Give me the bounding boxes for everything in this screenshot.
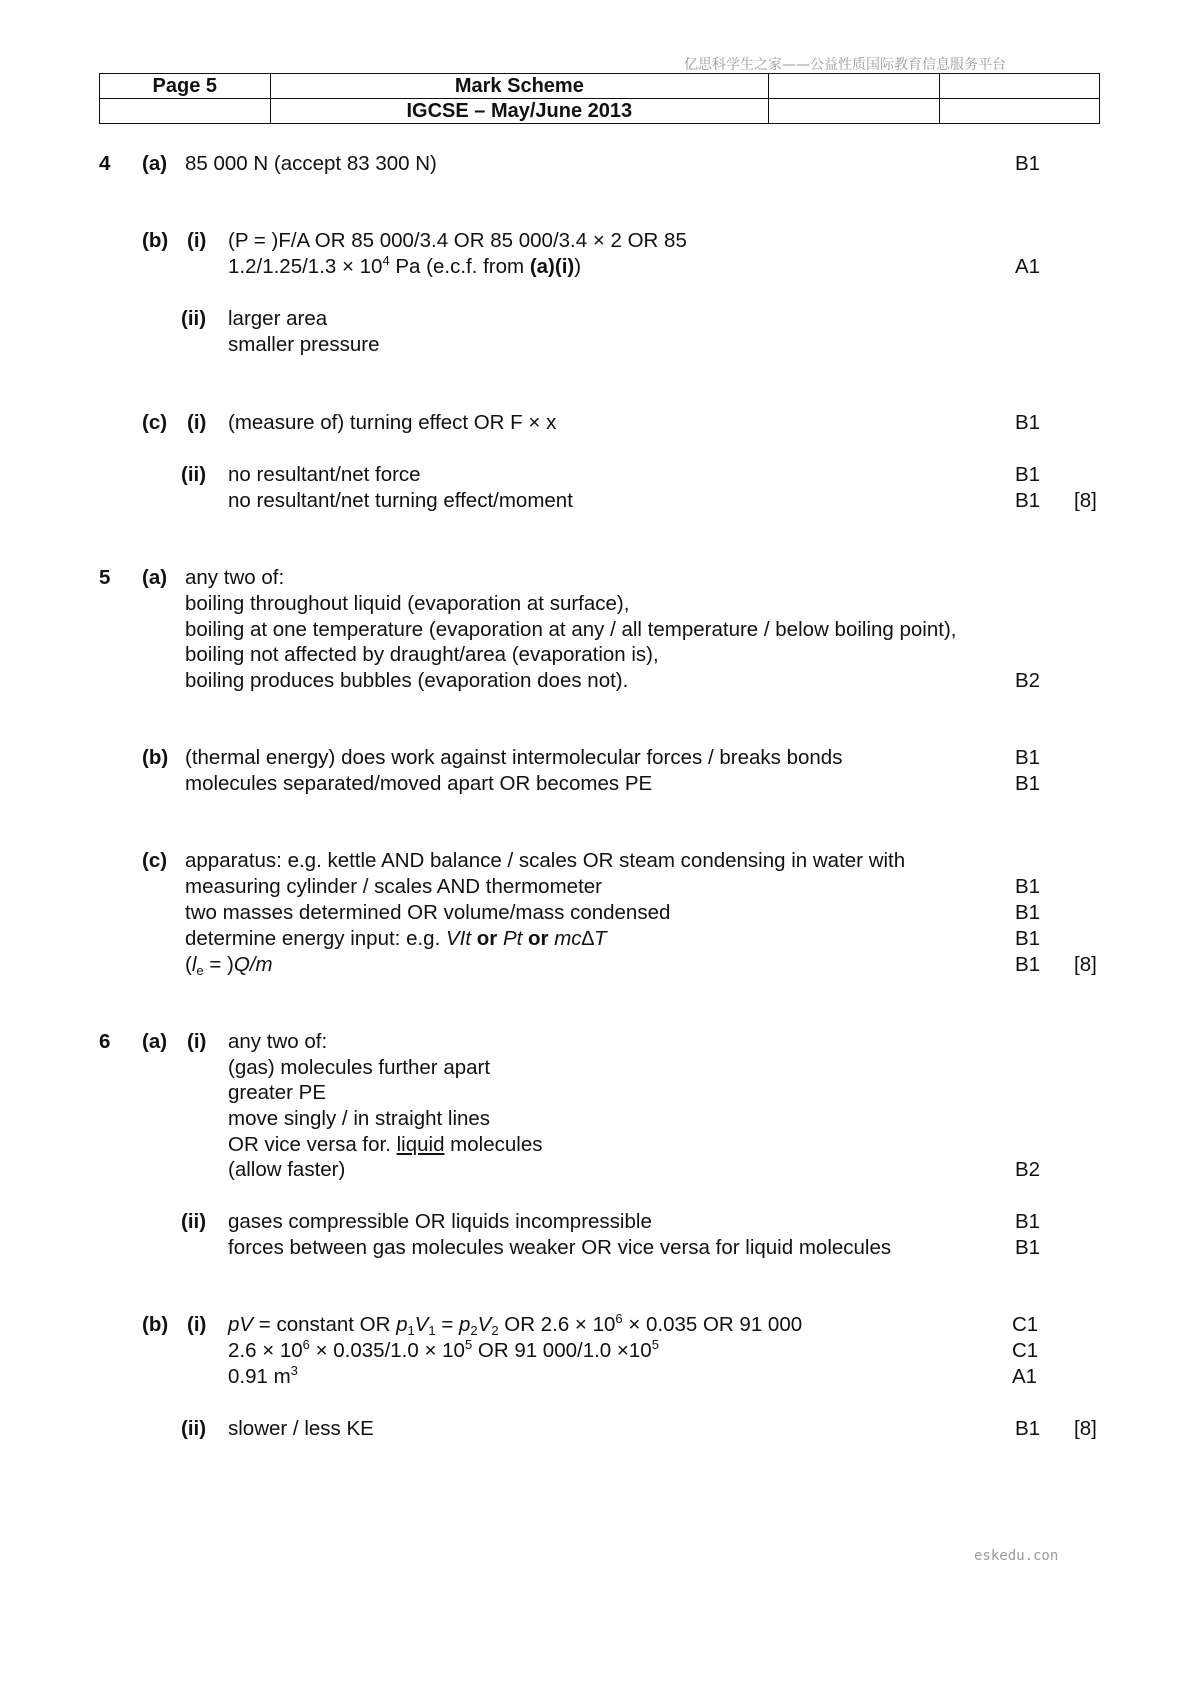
part-label: (a) bbox=[142, 152, 168, 175]
part-label: (c) bbox=[142, 411, 168, 434]
answer-text: apparatus: e.g. kettle AND balance / scales OR steam condensing in water with bbox=[185, 849, 906, 872]
answer-text: 85 000 N (accept 83 300 N) bbox=[185, 152, 437, 175]
mark: B1 bbox=[1015, 152, 1041, 175]
answer-text: OR vice versa for. liquid molecules bbox=[228, 1133, 543, 1156]
mark: B1 bbox=[1015, 1210, 1041, 1233]
subpart-label: (i) bbox=[187, 229, 207, 252]
mark: B1 bbox=[1015, 953, 1041, 976]
answer-text: slower / less KE bbox=[228, 1417, 374, 1440]
answer-text: no resultant/net turning effect/moment bbox=[228, 489, 573, 512]
subpart-label: (ii) bbox=[181, 463, 207, 486]
subpart-label: (ii) bbox=[181, 1417, 207, 1440]
header-empty-cell bbox=[100, 99, 271, 124]
answer-text: pV = constant OR $p_1V_1 = p_2V_2$ OR $2.6 \times 10^6 \times 0.035$ OR 91 000 bbox=[228, 1311, 803, 1338]
answer-text: molecules separated/moved apart OR becomes PE bbox=[185, 772, 653, 795]
part-label: (a) bbox=[142, 566, 168, 589]
mark: B2 bbox=[1015, 669, 1041, 692]
mark: B1 bbox=[1015, 489, 1041, 512]
subpart-label: (i) bbox=[187, 1313, 207, 1336]
header-empty-cell bbox=[769, 99, 939, 124]
subpart-label: (ii) bbox=[181, 1210, 207, 1233]
part-label: (b) bbox=[142, 1313, 169, 1336]
answer-text: forces between gas molecules weaker OR vice versa for liquid molecules bbox=[228, 1236, 892, 1259]
subpart-label: (i) bbox=[187, 411, 207, 434]
mark: B1 bbox=[1015, 1236, 1041, 1259]
answer-text: boiling not affected by draught/area (evaporation is), bbox=[185, 643, 659, 666]
answer-text: gases compressible OR liquids incompressible bbox=[228, 1210, 652, 1233]
answer-text: boiling throughout liquid (evaporation at surface), bbox=[185, 592, 630, 615]
mark: B1 bbox=[1015, 411, 1041, 434]
page-number: Page 5 bbox=[100, 74, 271, 99]
answer-text: $(l_e = )Q/m$ bbox=[185, 953, 273, 978]
answer-text: 0.91 $m^3$ bbox=[228, 1363, 298, 1388]
answer-text: $2.6 \times 10^6 \times 0.035/1.0 \times 10^5$ OR 91 $000/1.0 \times 10^5$ bbox=[228, 1337, 659, 1362]
answer-text: boiling produces bubbles (evaporation does not). bbox=[185, 669, 629, 692]
mark: C1 bbox=[1012, 1313, 1039, 1336]
header-subtitle: IGCSE – May/June 2013 bbox=[270, 99, 769, 124]
mark: B1 bbox=[1015, 463, 1041, 486]
question-number: 4 bbox=[99, 152, 111, 175]
mark: B1 bbox=[1015, 875, 1041, 898]
header-empty-cell bbox=[769, 74, 939, 99]
answer-text: (measure of) turning effect OR F × x bbox=[228, 411, 557, 434]
header-title: Mark Scheme bbox=[270, 74, 769, 99]
mark: C1 bbox=[1012, 1339, 1039, 1362]
answer-text: determine energy input: e.g. VIt or Pt or mc∆T bbox=[185, 927, 607, 950]
answer-text: two masses determined OR volume/mass condensed bbox=[185, 901, 671, 924]
mark: B1 bbox=[1015, 927, 1041, 950]
header-empty-cell bbox=[939, 99, 1099, 124]
answer-text: greater PE bbox=[228, 1081, 326, 1104]
answer-text: any two of: bbox=[228, 1030, 328, 1053]
header-table bbox=[99, 73, 1100, 124]
header-empty-cell bbox=[939, 74, 1099, 99]
answer-text: smaller pressure bbox=[228, 333, 380, 356]
part-label: (a) bbox=[142, 1030, 168, 1053]
total-mark: [8] bbox=[1074, 489, 1097, 512]
total-mark: [8] bbox=[1074, 953, 1097, 976]
answer-text: move singly / in straight lines bbox=[228, 1107, 491, 1130]
answer-text: $1.2/1.25/1.3 \times 10^4$ Pa (e.c.f. from (a)(i)) bbox=[228, 253, 582, 278]
mark: B1 bbox=[1015, 746, 1041, 769]
question-number: 6 bbox=[99, 1030, 111, 1053]
mark: B1 bbox=[1015, 901, 1041, 924]
mark: A1 bbox=[1012, 1365, 1038, 1388]
total-mark: [8] bbox=[1074, 1417, 1097, 1440]
subpart-label: (i) bbox=[187, 1030, 207, 1053]
watermark: 亿思科学生之家——公益性质国际教育信息服务平台 bbox=[684, 57, 1006, 73]
answer-text: any two of: bbox=[185, 566, 285, 589]
footer-watermark: eskedu.con bbox=[974, 1548, 1059, 1564]
mark: B2 bbox=[1015, 1158, 1041, 1181]
part-label: (b) bbox=[142, 229, 169, 252]
mark: A1 bbox=[1015, 255, 1041, 278]
part-label: (c) bbox=[142, 849, 168, 872]
answer-text: (thermal energy) does work against intermolecular forces / breaks bonds bbox=[185, 746, 843, 769]
answer-text: measuring cylinder / scales AND thermometer bbox=[185, 875, 602, 898]
mark: B1 bbox=[1015, 1417, 1041, 1440]
question-number: 5 bbox=[99, 566, 111, 589]
answer-text: no resultant/net force bbox=[228, 463, 421, 486]
answer-text: (P = )F/A OR 85 000/3.4 OR 85 000/3.4 × 2 OR 85 bbox=[228, 229, 687, 252]
part-label: (b) bbox=[142, 746, 169, 769]
mark: B1 bbox=[1015, 772, 1041, 795]
answer-text: (allow faster) bbox=[228, 1158, 346, 1181]
answer-text: (gas) molecules further apart bbox=[228, 1056, 491, 1079]
subpart-label: (ii) bbox=[181, 307, 207, 330]
answer-text: larger area bbox=[228, 307, 328, 330]
answer-text: boiling at one temperature (evaporation at any / all temperature / below boiling point), bbox=[185, 618, 957, 641]
